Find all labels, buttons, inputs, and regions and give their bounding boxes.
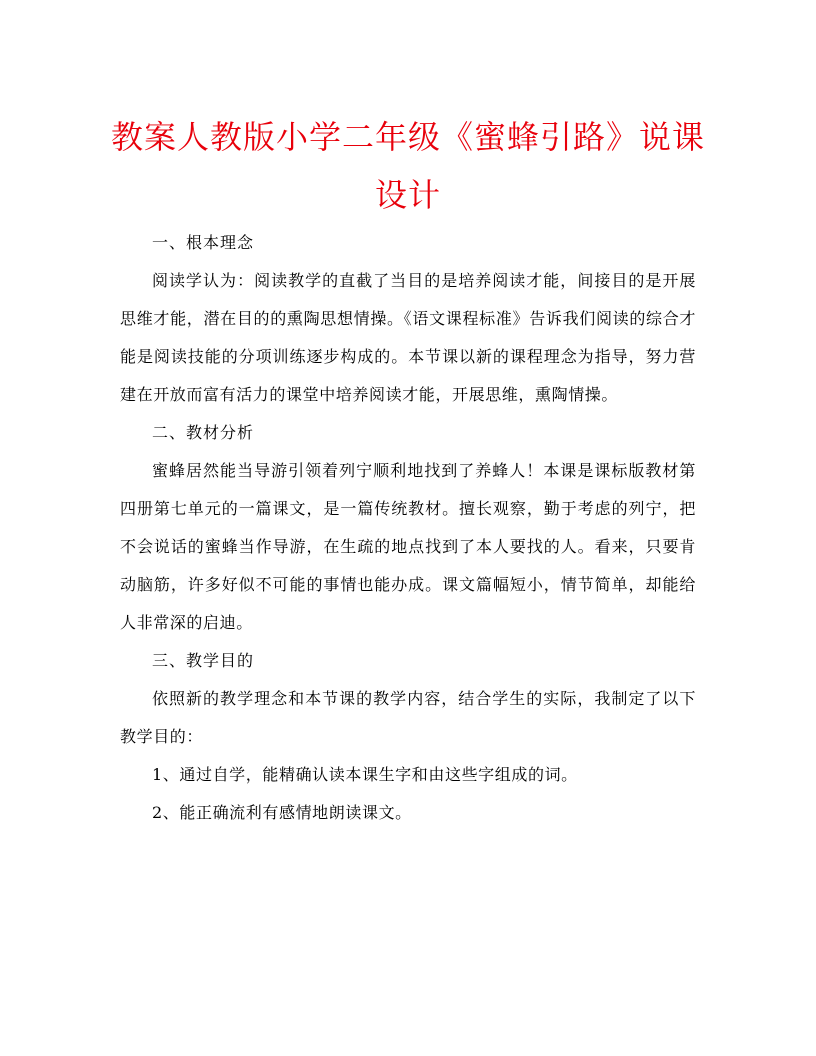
paragraph-goals-intro: 依照新的教学理念和本节课的教学内容，结合学生的实际，我制定了以下教学目的： [120, 689, 696, 746]
section-heading-textbook-analysis: 二、教材分析 [152, 423, 255, 442]
paragraph-reading-theory: 阅读学认为：阅读教学的直截了当目的是培养阅读才能，间接目的是开展思维才能，潜在目的的熏陶思想情操。《语文课程标准》告诉我们阅读的综合才能是阅读技能的分项训练逐步构成的。本节课以新的课程理念为指导，努力营建在开放而富有活力的课堂中培养阅读才能，开展思维，熏陶情操。 [120, 271, 696, 404]
paragraph-textbook-analysis: 蜜蜂居然能当导游引领着列宁顺利地找到了养蜂人！本课是课标版教材第四册第七单元的一篇课文，是一篇传统教材。擅长观察，勤于考虑的列宁，把不会说话的蜜蜂当作导游，在生疏的地点找到了本人要找的人。看来，只要肯动脑筋，许多好似不可能的事情也能办成。课文篇幅短小，情节简单，却能给人非常深的启迪。 [120, 461, 696, 632]
goal-item-2: 2、能正确流利有感情地朗读课文。 [152, 803, 412, 822]
section-heading-teaching-goals: 三、教学目的 [152, 651, 255, 670]
section-heading-basic-concept: 一、根本理念 [152, 233, 255, 252]
document-title: 教案人教版小学二年级《蜜蜂引路》说课设计 [110, 118, 705, 214]
goal-item-1: 1、通过自学，能精确认读本课生字和由这些字组成的词。 [152, 765, 578, 784]
document-body [120, 224, 696, 832]
